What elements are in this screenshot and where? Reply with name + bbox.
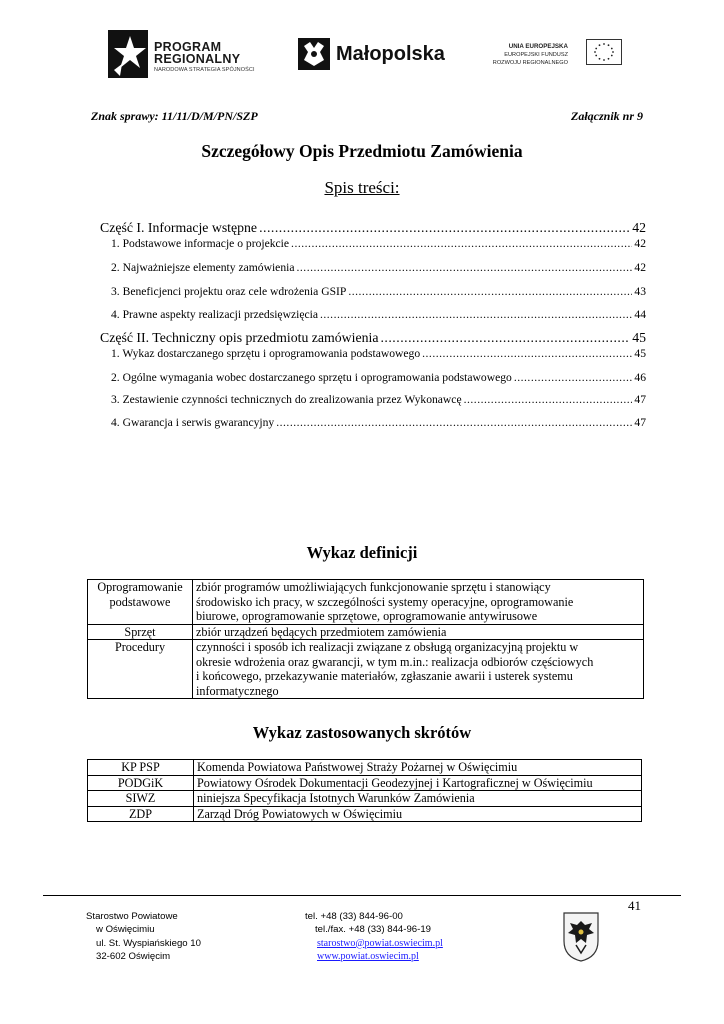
abbreviation: ZDP — [88, 806, 194, 822]
term-line: podstawowe — [109, 594, 171, 609]
toc-leader-dots — [514, 371, 633, 384]
footer-email-link[interactable]: starostwo@powiat.oswiecim.pl — [317, 937, 443, 949]
attachment-number: Załącznik nr 9 — [570, 109, 643, 123]
definitions-title: Wykaz definicji — [306, 543, 418, 562]
toc-entry-label: 3. Zestawienie czynności technicznych do zrealizowania przez Wykonawcę — [111, 393, 462, 406]
address-line: 32-602 Oświęcim — [96, 950, 171, 962]
toc-leader-dots — [348, 285, 632, 298]
abbreviation: SIWZ — [88, 791, 194, 807]
address-line: ul. St. Wyspiańskiego 10 — [96, 937, 201, 949]
footer-www-link[interactable]: www.powiat.oswiecim.pl — [317, 950, 419, 962]
page-number: 41 — [628, 898, 641, 913]
toc-entry-page: 43 — [634, 285, 646, 298]
footer-tel: tel. +48 (33) 844-96-00 — [305, 911, 403, 922]
definition-line: informatycznego — [196, 683, 279, 698]
definition-line: i końcowego, przekazywanie materiałów, zgłaszanie awarii i usterek systemu — [196, 669, 573, 683]
program-regionalny-logo — [108, 30, 278, 80]
abbreviations-title: Wykaz zastosowanych skrótów — [252, 723, 472, 742]
address-line: Starostwo Powiatowe — [86, 911, 178, 922]
program-logo-line2: REGIONALNY — [154, 52, 241, 66]
toc-entry-page: 44 — [634, 308, 646, 321]
toc-entry-label: 3. Beneficjenci projektu oraz cele wdrożenia GSIP — [111, 285, 347, 298]
toc-entry-page: 42 — [632, 220, 646, 235]
definition-line: środowisko ich pracy, w szczególności systemy operacyjne, oprogramowanie — [196, 594, 574, 609]
definition-line: zbiór urządzeń będących przedmiotem zamówienia — [196, 624, 447, 639]
footer-contact — [305, 910, 443, 963]
footer-address — [86, 910, 201, 963]
definition-term: Procedury — [88, 640, 193, 699]
malopolska-logo — [298, 38, 463, 74]
abbreviation-full: niniejsza Specyfikacja Istotnych Warunków Zamówienia — [194, 791, 642, 807]
abbreviation: KP PSP — [88, 760, 194, 776]
toc-item-1-2[interactable] — [111, 261, 646, 274]
toc-leader-dots — [259, 220, 630, 236]
eu-logo-line2: EUROPEJSKI FUNDUSZ — [504, 52, 568, 58]
toc-entry-label: 2. Najważniejsze elementy zamówienia — [111, 261, 295, 274]
abbreviation: PODGiK — [88, 775, 194, 791]
toc-entry-label: 4. Prawne aspekty realizacji przedsięwzięcia — [111, 308, 318, 321]
toc-entry-page: 47 — [634, 416, 646, 429]
table-row — [88, 624, 644, 640]
footer-fax: tel./fax. +48 (33) 844-96-19 — [315, 924, 431, 936]
address-line: w Oświęcimiu — [96, 924, 155, 936]
toc-entry-label: Część I. Informacje wstępne — [100, 220, 258, 235]
definition-term — [88, 580, 193, 625]
toc-leader-dots — [464, 393, 633, 406]
toc-item-2-4[interactable] — [111, 416, 646, 429]
toc-entry-label: 1. Podstawowe informacje o projekcie — [111, 237, 290, 250]
definition-line: biurowe, oprogramowanie sprzętowe, oprogramowanie antywirusowe — [196, 609, 538, 623]
eu-logo — [482, 38, 622, 74]
table-row — [88, 775, 642, 791]
abbreviation-full: Komenda Powiatowa Państwowej Straży Pożarnej w Oświęcimiu — [194, 760, 642, 776]
definition-text — [193, 640, 644, 699]
toc-item-2-2[interactable] — [111, 371, 646, 384]
toc-entry-page: 42 — [634, 237, 646, 250]
definition-line: okresie wdrożenia oraz gwarancji, w tym m.in.: realizacja odbiorów częściowych — [196, 654, 594, 669]
program-logo-subtitle: NARODOWA STRATEGIA SPÓJNOŚCI — [154, 67, 255, 73]
eu-flag-icon — [586, 39, 622, 65]
toc-entry-page: 45 — [634, 347, 646, 360]
program-logo-line1: PROGRAM — [154, 40, 222, 54]
toc-item-2-3[interactable] — [111, 393, 646, 406]
toc-item-1-3[interactable] — [111, 285, 646, 298]
toc-entry-label: 1. Wykaz dostarczanego sprzętu i oprogramowania podstawowego — [111, 347, 421, 360]
star-emblem-icon — [108, 30, 148, 78]
toc-leader-dots — [297, 261, 633, 274]
county-crest-icon — [562, 911, 600, 963]
toc-part-2[interactable] — [100, 330, 646, 346]
malopolska-emblem-icon — [298, 38, 330, 70]
definition-term: Sprzęt — [88, 624, 193, 640]
definitions-table — [87, 579, 644, 699]
toc-entry-label: 2. Ogólne wymagania wobec dostarczanego sprzętu i oprogramowania podstawowego — [111, 371, 512, 384]
toc-part-1[interactable] — [100, 220, 646, 236]
definition-line: czynności i sposób ich realizacji związane z obsługą organizacyjną projektu w — [196, 640, 579, 654]
toc-leader-dots — [320, 308, 632, 321]
toc-entry-page: 42 — [634, 261, 646, 274]
table-row — [88, 580, 644, 625]
toc-entry-page: 46 — [634, 371, 646, 384]
toc-leader-dots — [291, 237, 632, 250]
toc-item-1-1[interactable] — [111, 237, 646, 250]
definition-text — [193, 624, 644, 640]
toc-title: Spis treści: — [324, 178, 400, 197]
abbreviation-full: Zarząd Dróg Powiatowych w Oświęcimiu — [194, 806, 642, 822]
toc-entry-label: 4. Gwarancja i serwis gwarancyjny — [111, 416, 275, 429]
toc-leader-dots — [422, 347, 632, 360]
malopolska-logo-name: Małopolska — [336, 43, 445, 65]
definition-text — [193, 580, 644, 625]
table-row — [88, 806, 642, 822]
definition-line: zbiór programów umożliwiających funkcjonowanie sprzętu i stanowiący — [196, 580, 551, 594]
document-title: Szczegółowy Opis Przedmiotu Zamówienia — [201, 141, 523, 161]
eu-logo-line1: UNIA EUROPEJSKA — [508, 43, 568, 50]
footer-divider — [43, 895, 681, 896]
toc-item-2-1[interactable] — [111, 347, 646, 360]
table-row — [88, 640, 644, 699]
table-row — [88, 760, 642, 776]
toc-entry-page: 45 — [632, 330, 646, 345]
toc-entry-page: 47 — [634, 393, 646, 406]
toc-entry-label: Część II. Techniczny opis przedmiotu zamówienia — [100, 330, 379, 345]
toc-item-1-4[interactable] — [111, 308, 646, 321]
toc-leader-dots — [380, 330, 630, 346]
case-number: Znak sprawy: 11/11/D/M/PN/SZP — [91, 109, 258, 123]
abbreviation-full: Powiatowy Ośrodek Dokumentacji Geodezyjnej i Kartograficznej w Oświęcimiu — [194, 775, 642, 791]
toc-leader-dots — [276, 416, 632, 429]
abbreviations-table — [87, 759, 642, 822]
table-row — [88, 791, 642, 807]
eu-logo-line3: ROZWOJU REGIONALNEGO — [492, 60, 568, 66]
term-line: Oprogramowanie — [97, 580, 183, 594]
